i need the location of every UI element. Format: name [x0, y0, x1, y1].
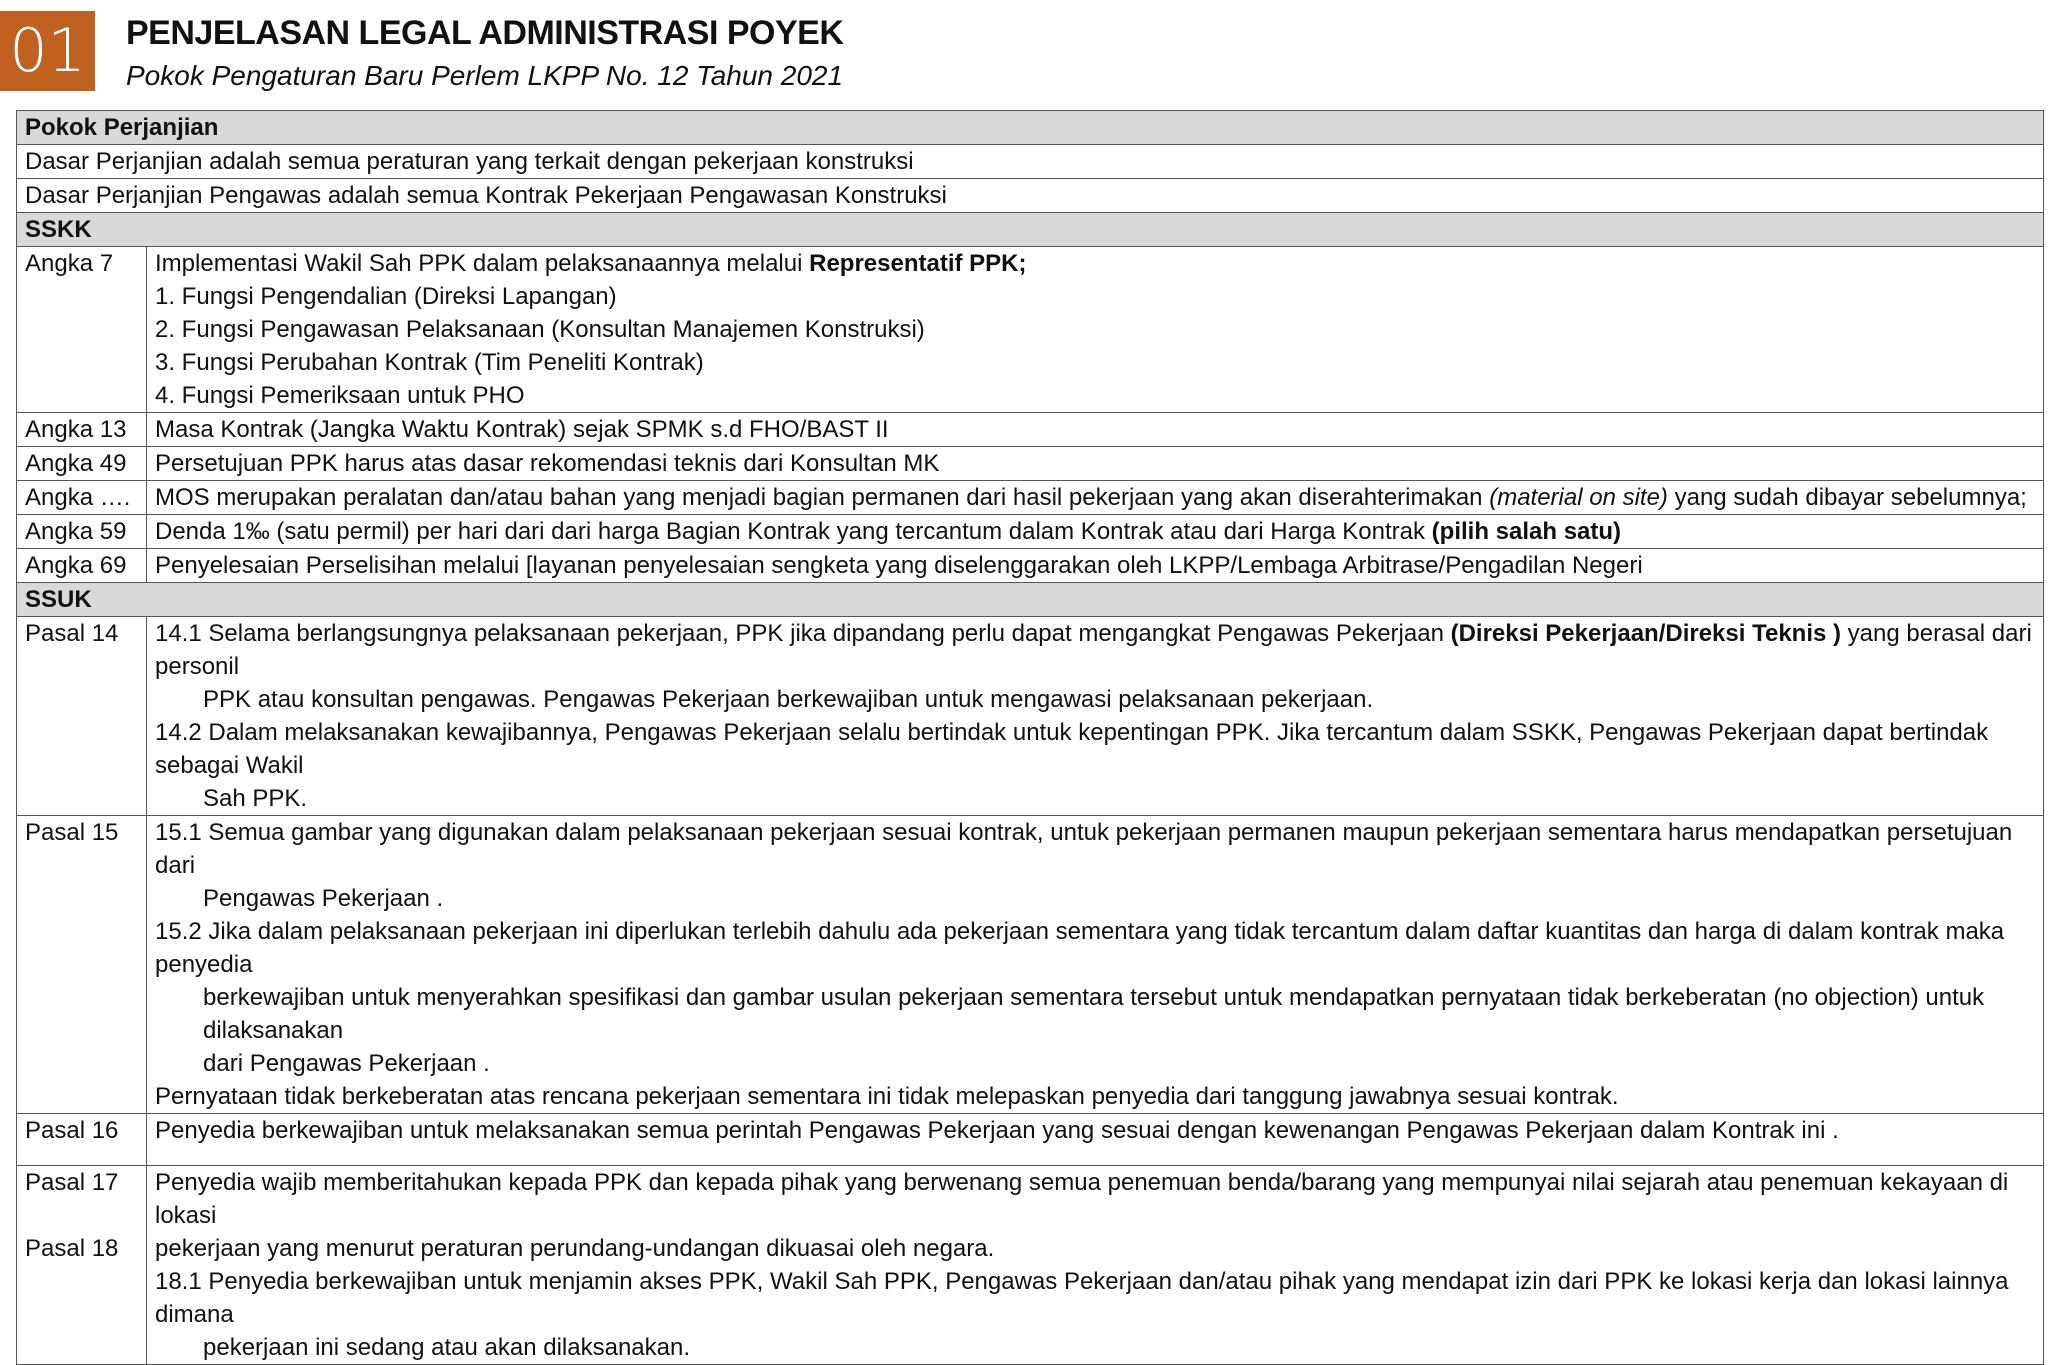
- paragraph-line: berkewajiban untuk menyerahkan spesifikasi dan gambar usulan pekerjaan sementara tersebut untuk mendapatkan pernyataan tidak berkeberatan (no objection) untuk dilaksanakan: [203, 984, 1985, 1044]
- table-row: [17, 515, 2044, 549]
- section-heading-row: [17, 213, 2044, 247]
- table-row: [17, 247, 2044, 413]
- row-label: Pasal 17 Pasal 18: [17, 1166, 147, 1365]
- table-row: [17, 617, 2044, 816]
- paragraph-line: 18.1 Penyedia berkewajiban untuk menjamin akses PPK, Wakil Sah PPK, Pengawas Pekerjaan dan/atau pihak yang mendapat izin dari PPK ke lokasi kerja dan lokasi lainnya dimana: [155, 1268, 2009, 1328]
- angka7-intro: Implementasi Wakil Sah PPK dalam pelaksanaannya melalui Representatif PPK;: [155, 250, 1027, 277]
- section-heading-sskk: SSKK: [17, 213, 2044, 247]
- list-item: 3. Fungsi Perubahan Kontrak (Tim Peneliti Kontrak): [155, 349, 704, 376]
- paragraph-line: 14.2 Dalam melaksanakan kewajibannya, Pengawas Pekerjaan selalu bertindak untuk kepentingan PPK. Jika tercantum dalam SSKK, Pengawas Pekerjaan dapat bertindak sebagai Wakil: [155, 719, 1989, 779]
- section-heading-row: [17, 111, 2044, 145]
- regulation-table: [16, 110, 2044, 1365]
- section-heading-pokok: Pokok Perjanjian: [17, 111, 2044, 145]
- table-row: [17, 179, 2044, 213]
- table-row: [17, 549, 2044, 583]
- row-content: Masa Kontrak (Jangka Waktu Kontrak) sejak SPMK s.d FHO/BAST II: [147, 413, 2044, 447]
- row-label: Angka 7: [17, 247, 147, 413]
- section-heading-row: [17, 583, 2044, 617]
- row-label: Pasal 16: [17, 1114, 147, 1166]
- table-row: [17, 816, 2044, 1114]
- paragraph-line: Penyedia wajib memberitahukan kepada PPK dan kepada pihak yang berwenang semua penemuan benda/barang yang mempunyai nilai sejarah atau penemuan kekayaan di lokasi: [155, 1169, 2009, 1229]
- table-row: [17, 1166, 2044, 1365]
- table-row: [17, 1114, 2044, 1166]
- row-label: Angka 69: [17, 549, 147, 583]
- paragraph-line: 15.1 Semua gambar yang digunakan dalam pelaksanaan pekerjaan sesuai kontrak, untuk pekerjaan permanen maupun pekerjaan sementara harus mendapatkan persetujuan dari: [155, 819, 2013, 879]
- pokok-row-2: Dasar Perjanjian Pengawas adalah semua Kontrak Pekerjaan Pengawasan Konstruksi: [17, 179, 2044, 213]
- paragraph-line: PPK atau konsultan pengawas. Pengawas Pekerjaan berkewajiban untuk mengawasi pelaksanaan pekerjaan.: [203, 686, 1374, 713]
- list-item: 4. Fungsi Pemeriksaan untuk PHO: [155, 382, 525, 409]
- table-row: [17, 145, 2044, 179]
- row-content: Denda 1‰ (satu permil) per hari dari dari harga Bagian Kontrak yang tercantum dalam Kontrak atau dari Harga Kontrak (pilih salah satu): [147, 515, 2044, 549]
- paragraph-line: pekerjaan yang menurut peraturan perundang-undangan dikuasai oleh negara.: [155, 1235, 995, 1262]
- paragraph-line: Pengawas Pekerjaan .: [203, 885, 444, 912]
- table-row: [17, 481, 2044, 515]
- row-content: [147, 816, 2044, 1114]
- section-number-badge: 01: [0, 11, 95, 91]
- row-content: [147, 247, 2044, 413]
- row-label: Angka 49: [17, 447, 147, 481]
- row-label: Angka ….: [17, 481, 147, 515]
- paragraph-line: 15.2 Jika dalam pelaksanaan pekerjaan ini diperlukan terlebih dahulu ada pekerjaan sementara yang tidak tercantum dalam daftar kuantitas dan harga di dalam kontrak maka penyedia: [155, 918, 2005, 978]
- paragraph-line: dari Pengawas Pekerjaan .: [203, 1050, 490, 1077]
- pokok-row-1: Dasar Perjanjian adalah semua peraturan yang terkait dengan pekerjaan konstruksi: [17, 145, 2044, 179]
- row-label: Angka 13: [17, 413, 147, 447]
- row-content: Penyedia berkewajiban untuk melaksanakan semua perintah Pengawas Pekerjaan yang sesuai dengan kewenangan Pengawas Pekerjaan dalam Kontrak ini .: [147, 1114, 2044, 1166]
- list-item: 2. Fungsi Pengawasan Pelaksanaan (Konsultan Manajemen Konstruksi): [155, 316, 925, 343]
- paragraph-line: 14.1 Selama berlangsungnya pelaksanaan pekerjaan, PPK jika dipandang perlu dapat mengangkat Pengawas Pekerjaan (Direksi Pekerjaan/Direksi Teknis ) yang berasal dari personil: [155, 620, 2032, 680]
- paragraph-line: Pernyataan tidak berkeberatan atas rencana pekerjaan sementara ini tidak melepaskan penyedia dari tanggung jawabnya sesuai kontrak.: [155, 1083, 1619, 1110]
- page-subtitle: Pokok Pengaturan Baru Perlem LKPP No. 12 Tahun 2021: [126, 60, 844, 91]
- row-content: MOS merupakan peralatan dan/atau bahan yang menjadi bagian permanen dari hasil pekerjaan yang akan diserahterimakan (material on site) yang sudah dibayar sebelumnya;: [147, 481, 2044, 515]
- list-item: 1. Fungsi Pengendalian (Direksi Lapangan): [155, 283, 617, 310]
- row-label: Pasal 14: [17, 617, 147, 816]
- paragraph-line: pekerjaan ini sedang atau akan dilaksanakan.: [203, 1334, 691, 1361]
- row-label: Pasal 15: [17, 816, 147, 1114]
- table-row: [17, 447, 2044, 481]
- row-content: Penyelesaian Perselisihan melalui [layanan penyelesaian sengketa yang diselenggarakan oleh LKPP/Lembaga Arbitrase/Pengadilan Negeri: [147, 549, 2044, 583]
- page-title: PENJELASAN LEGAL ADMINISTRASI POYEK: [126, 14, 844, 52]
- table-row: [17, 413, 2044, 447]
- row-label: Angka 59: [17, 515, 147, 549]
- row-content: Persetujuan PPK harus atas dasar rekomendasi teknis dari Konsultan MK: [147, 447, 2044, 481]
- row-content: [147, 1166, 2044, 1365]
- section-heading-ssuk: SSUK: [17, 583, 2044, 617]
- paragraph-line: Sah PPK.: [203, 785, 308, 812]
- row-content: [147, 617, 2044, 816]
